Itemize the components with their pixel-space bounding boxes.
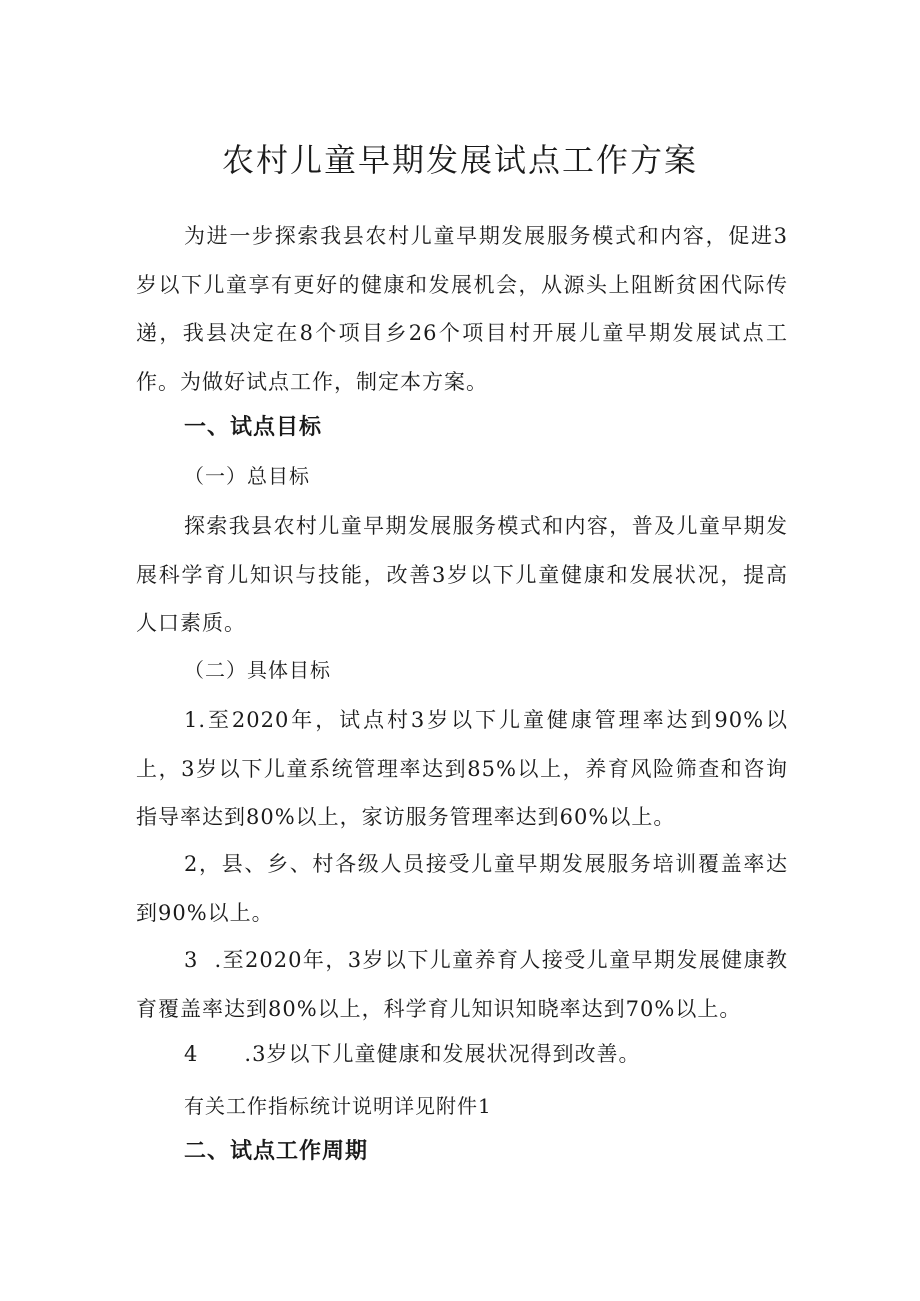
attachment-note: 有关工作指标统计说明详见附件1 — [184, 1094, 492, 1118]
specific-goals-subheading: （二）具体目标 — [184, 658, 331, 682]
goal-item-1: 1.至2020年，试点村3岁以下儿童健康管理率达到90%以上，3岁以下儿童系统管理率达到85%以上，养育风险筛查和咨询指导率达到80%以上，家访服务管理率达到60%以上。 — [136, 708, 788, 829]
goal-item-3: 3 .至2020年，3岁以下儿童养育人接受儿童早期发展健康教育覆盖率达到80%以上，科学育儿知识知晓率达到70%以上。 — [136, 948, 788, 1021]
section-2-heading: 二、试点工作周期 — [184, 1139, 369, 1164]
goal-item-4: 4 .3岁以下儿童健康和发展状况得到改善。 — [184, 1042, 641, 1066]
goal-item-2: 2，县、乡、村各级人员接受儿童早期发展服务培训覆盖率达到90%以上。 — [136, 852, 788, 925]
document-title: 农村儿童早期发展试点工作方案 — [221, 141, 698, 179]
section-1-heading: 一、试点目标 — [184, 415, 323, 440]
general-goal-subheading: （一）总目标 — [184, 464, 310, 488]
intro-paragraph: 为进一步探索我县农村儿童早期发展服务模式和内容，促进3岁以下儿童享有更好的健康和发展机会，从源头上阻断贫困代际传递，我县决定在8个项目乡26个项目村开展儿童早期发展试点工作。为做好试点工作，制定本方案。 — [136, 224, 788, 394]
general-goal-paragraph: 探索我县农村儿童早期发展服务模式和内容，普及儿童早期发展科学育儿知识与技能，改善3岁以下儿童健康和发展状况，提高人口素质。 — [136, 514, 788, 635]
